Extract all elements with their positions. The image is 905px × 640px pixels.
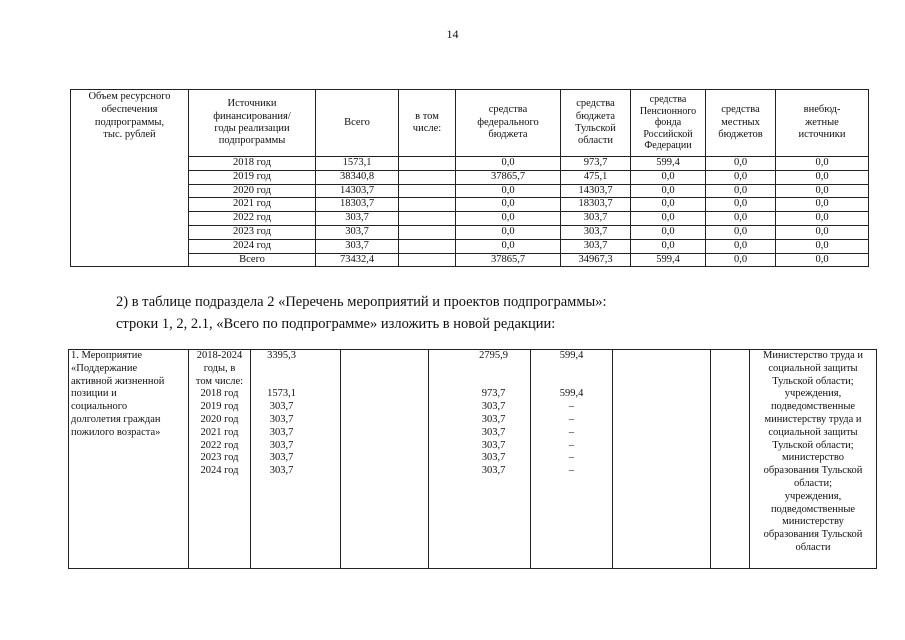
resource-label: Объем ресурсного обеспечения подпрограммы, тыс. рублей [71,90,189,267]
table-row: 2024 год 303,7 0,0 303,7 0,0 0,0 0,0 [71,239,869,253]
header-pension: средства Пенсионного фонда Российской Федерации [631,90,706,157]
table-row: 2018 год 1573,1 0,0 973,7 599,4 0,0 0,0 [71,157,869,171]
header-regional: средства бюджета Тульской области [561,90,631,157]
header-local: средства местных бюджетов [706,90,776,157]
activity-executors: Министерство труда и социальной защиты Тульской области; учреждения, подведомственные министерству труда и социальной защиты Тульской области; министерство образования Тульской области; учреждения, подведомственные министерству образования Тульской области [750,350,877,569]
activity-pension: 599,4 599,4 – – – – – – [531,350,613,569]
header-sources: Источники финансирования/ годы реализации подпрограммы [189,90,316,157]
activity-table [68,349,877,569]
paragraph-line-2: строки 1, 2, 2.1, «Всего по подпрограмме» изложить в новой редакции: [116,316,556,332]
activity-extra [711,350,750,569]
activity-periods: 2018-2024 годы, в том числе: 2018 год 2019 год 2020 год 2021 год 2022 год 2023 год 2024 год [189,350,251,569]
paragraph-line-1: 2) в таблице подраздела 2 «Перечень мероприятий и проектов подпрограммы»: [116,294,607,310]
table-row: 2020 год 14303,7 0,0 14303,7 0,0 0,0 0,0 [71,184,869,198]
activity-name: 1. Мероприятие «Поддержание активной жизненной позиции и социального долголетия граждан пожилого возраста» [69,350,189,569]
table-row: 2021 год 18303,7 0,0 18303,7 0,0 0,0 0,0 [71,198,869,212]
header-including: в том числе: [399,90,456,157]
table-row-total: Всего 73432,4 37865,7 34967,3 599,4 0,0 0,0 [71,253,869,267]
table-row: 2023 год 303,7 0,0 303,7 0,0 0,0 0,0 [71,225,869,239]
header-total: Всего [316,90,399,157]
activity-federal [341,350,429,569]
page-number: 14 [446,27,459,41]
activity-local [613,350,711,569]
table-row: 2022 год 303,7 0,0 303,7 0,0 0,0 0,0 [71,212,869,226]
activity-regional: 2795,9 973,7 303,7 303,7 303,7 303,7 303,7 303,7 [429,350,531,569]
header-extra: внебюд- жетные источники [776,90,869,157]
table-row: 2019 год 38340,8 37865,7 475,1 0,0 0,0 0,0 [71,170,869,184]
activity-totals: 3395,3 1573,1 303,7 303,7 303,7 303,7 303,7 303,7 [251,350,341,569]
resource-table [70,89,869,267]
header-federal: средства федерального бюджета [456,90,561,157]
